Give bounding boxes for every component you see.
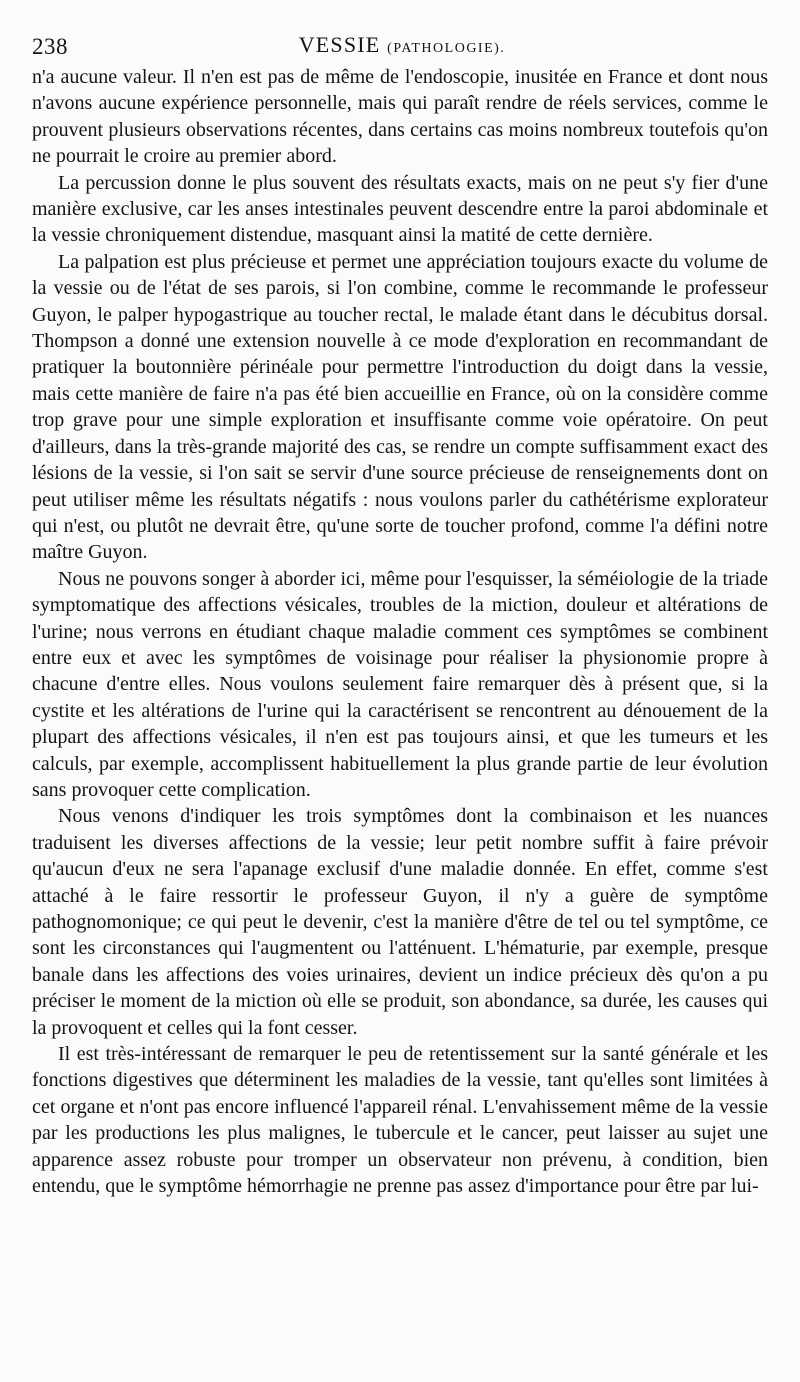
running-title-main: VESSIE <box>298 32 381 57</box>
paragraph-endoscopie-continuation: n'a aucune valeur. Il n'en est pas de même de l'endoscopie, inusitée en France et dont nous n'avons aucune expérience personnelle, mais qui paraît rendre de réels services, comme le prouvent plusieurs observations récentes, dans certains cas moins nombreux toutefois qu'on ne pourrait le croire au premier abord. <box>32 66 768 168</box>
paragraph-palpation: La palpation est plus précieuse et permet une appréciation toujours exacte du volume de la vessie ou de l'état de ses parois, si l'on combine, comme le recommande le professeur Guyon, le palper hypogastrique au toucher rectal, le malade étant dans le décubitus dorsal. Thompson a donné une extension nouvelle à ce mode d'exploration en recommandant de pratiquer la boutonnière périnéale pour permettre l'introduction du doigt dans la vessie, mais cette manière de faire n'a pas été bien accueillie en France, où on la considère comme trop grave pour une simple exploration et insuffisante comme voie opératoire. On peut d'ailleurs, dans la très-grande majorité des cas, se rendre un compte suffisamment exact des lésions de la vessie, si l'on sait se servir d'une source précieuse de renseignements dont on peut utiliser même les résultats négatifs : nous voulons parler du cathétérisme explorateur qui n'est, ou plutôt ne devrait être, qu'une sorte de toucher profond, comme l'a défini notre maître Guyon. <box>32 250 768 564</box>
paragraph-symptomes: Nous venons d'indiquer les trois symptômes dont la combinaison et les nuances traduisent les diverses affections de la vessie; leur petit nombre suffit à faire prévoir qu'aucun d'eux ne sera l'apanage exclusif d'une maladie donnée. En effet, comme s'est attaché à le faire ressortir le professeur Guyon, il n'y a guère de symptôme pathognomonique; ce qui peut le devenir, c'est la manière d'être de tel ou tel symptôme, ce sont les circonstances qui l'augmentent ou l'atténuent. L'hématurie, par exemple, presque banale dans les affections des voies urinaires, devient un indice précieux dès qu'on a pu préciser le moment de la miction où elle se produit, son abondance, sa durée, les causes qui la provoquent et celles qui la font cesser. <box>32 805 768 1039</box>
running-title-subtitle: (PATHOLOGIE). <box>387 41 506 56</box>
paragraph-semeiologie: Nous ne pouvons songer à aborder ici, même pour l'esquisser, la séméiologie de la triade symptomatique des affections vésicales, troubles de la miction, douleur et altérations de l'urine; nous verrons en étudiant chaque maladie comment ces symptômes se combinent entre eux et avec les symptômes de voisinage pour réaliser la physionomie propre à chacune d'entre elles. Nous voulons seulement faire remarquer dès à présent que, si la cystite et les altérations de l'urine qui la caractérisent se rencontrent au dénouement de la plupart des affections vésicales, il n'en est pas toujours ainsi, et que les tumeurs et les calculs, par exemple, accomplissent habituellement la plus grande partie de leur évolution sans provoquer cette complication. <box>32 567 768 801</box>
running-head <box>32 28 772 62</box>
page-number: 238 <box>32 34 68 59</box>
running-title <box>32 32 772 58</box>
paragraph-sante-generale: Il est très-intéressant de remarquer le peu de retentissement sur la santé générale et les fonctions digestives que déterminent les maladies de la vessie, tant qu'elles sont limitées à cet organe et n'ont pas encore influencé l'appareil rénal. L'envahissement même de la vessie par les productions les plus malignes, le tubercule et le cancer, peut laisser au sujet une apparence assez robuste pour tromper un observateur non prévenu, à condition, bien entendu, que le symptôme hémorrhagie ne prenne pas assez d'importance pour être par lui- <box>32 1043 768 1198</box>
paragraph-percussion: La percussion donne le plus souvent des résultats exacts, mais on ne peut s'y fier d'une manière exclusive, car les anses intestinales peuvent descendre entre la paroi abdominale et la vessie chroniquement distendue, masquant ainsi la matité de cette dernière. <box>32 171 768 247</box>
text-body <box>32 64 768 1199</box>
